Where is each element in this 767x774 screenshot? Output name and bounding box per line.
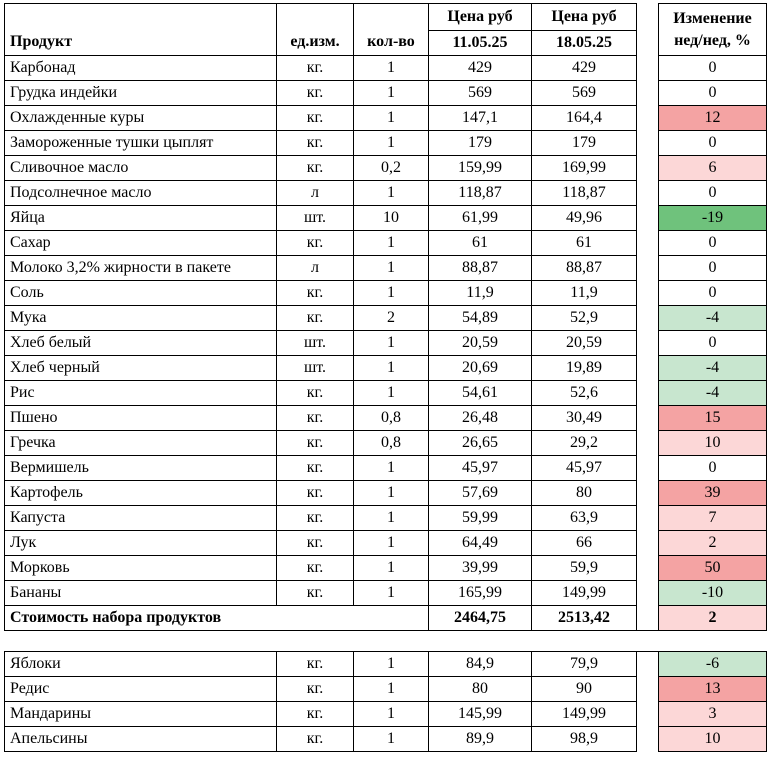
header-change-line2: нед/нед, %	[674, 31, 751, 49]
product-name: Подсолнечное масло	[5, 181, 277, 206]
total-change-percent: 2	[659, 606, 767, 631]
product-unit: кг.	[277, 556, 354, 581]
product-qty: 1	[354, 531, 429, 556]
product-name: Яйца	[5, 206, 277, 231]
price-date-1: 88,87	[429, 256, 532, 281]
change-percent: -4	[659, 381, 767, 406]
price-date-2: 52,6	[532, 381, 637, 406]
header-price-label-1: Цена руб	[429, 4, 532, 31]
price-date-1: 20,59	[429, 331, 532, 356]
extra-table-row	[5, 702, 767, 727]
change-percent: 0	[659, 81, 767, 106]
product-unit: кг.	[277, 406, 354, 431]
extra-table-row	[5, 727, 767, 752]
column-gap	[637, 406, 659, 431]
table-row	[5, 306, 767, 331]
price-date-1: 54,61	[429, 381, 532, 406]
column-gap	[637, 652, 659, 677]
table-row	[5, 331, 767, 356]
price-date-1: 20,69	[429, 356, 532, 381]
product-qty: 1	[354, 81, 429, 106]
price-date-2: 61	[532, 231, 637, 256]
product-qty: 1	[354, 256, 429, 281]
product-qty: 1	[354, 281, 429, 306]
price-date-1: 429	[429, 56, 532, 81]
product-qty: 1	[354, 727, 429, 752]
product-qty: 1	[354, 581, 429, 606]
price-date-1: 11,9	[429, 281, 532, 306]
change-percent: 12	[659, 106, 767, 131]
column-gap	[637, 256, 659, 281]
price-date-2: 90	[532, 677, 637, 702]
product-unit: кг.	[277, 652, 354, 677]
price-date-2: 19,89	[532, 356, 637, 381]
price-date-2: 149,99	[532, 581, 637, 606]
change-percent: 10	[659, 431, 767, 456]
product-unit: кг.	[277, 702, 354, 727]
change-percent: 50	[659, 556, 767, 581]
price-date-1: 80	[429, 677, 532, 702]
price-date-2: 52,9	[532, 306, 637, 331]
column-gap	[637, 606, 659, 631]
product-name: Лук	[5, 531, 277, 556]
product-unit: кг.	[277, 56, 354, 81]
column-gap	[637, 181, 659, 206]
column-gap	[637, 4, 659, 56]
product-unit: кг.	[277, 281, 354, 306]
column-gap	[637, 131, 659, 156]
table-row	[5, 431, 767, 456]
product-name: Пшено	[5, 406, 277, 431]
column-gap	[637, 702, 659, 727]
table-row	[5, 381, 767, 406]
product-unit: кг.	[277, 106, 354, 131]
change-percent: 0	[659, 456, 767, 481]
change-percent: -6	[659, 652, 767, 677]
change-percent: 0	[659, 256, 767, 281]
column-gap	[637, 481, 659, 506]
column-gap	[637, 106, 659, 131]
total-price-date-2: 2513,42	[532, 606, 637, 631]
column-gap	[637, 581, 659, 606]
product-name: Замороженные тушки цыплят	[5, 131, 277, 156]
product-unit: кг.	[277, 727, 354, 752]
column-gap	[637, 306, 659, 331]
table-row	[5, 181, 767, 206]
change-percent: 0	[659, 181, 767, 206]
price-date-2: 79,9	[532, 652, 637, 677]
table-row	[5, 106, 767, 131]
price-date-2: 98,9	[532, 727, 637, 752]
header-row-1	[5, 4, 767, 31]
table-row	[5, 231, 767, 256]
product-qty: 10	[354, 206, 429, 231]
price-date-1: 59,99	[429, 506, 532, 531]
product-qty: 1	[354, 556, 429, 581]
column-gap	[637, 156, 659, 181]
change-percent: 13	[659, 677, 767, 702]
price-date-2: 118,87	[532, 181, 637, 206]
price-date-1: 61	[429, 231, 532, 256]
column-gap	[637, 231, 659, 256]
table-row	[5, 356, 767, 381]
table-row	[5, 581, 767, 606]
table-row	[5, 406, 767, 431]
price-date-2: 88,87	[532, 256, 637, 281]
change-percent: 15	[659, 406, 767, 431]
price-date-1: 118,87	[429, 181, 532, 206]
price-date-1: 165,99	[429, 581, 532, 606]
product-name: Рис	[5, 381, 277, 406]
price-date-1: 45,97	[429, 456, 532, 481]
price-date-1: 26,65	[429, 431, 532, 456]
product-unit: кг.	[277, 506, 354, 531]
product-name: Сливочное масло	[5, 156, 277, 181]
change-percent: 0	[659, 331, 767, 356]
table-row	[5, 281, 767, 306]
change-percent: -19	[659, 206, 767, 231]
product-name: Соль	[5, 281, 277, 306]
price-date-2: 29,2	[532, 431, 637, 456]
product-name: Морковь	[5, 556, 277, 581]
change-percent: 6	[659, 156, 767, 181]
product-name: Грудка индейки	[5, 81, 277, 106]
change-percent: -4	[659, 306, 767, 331]
product-qty: 1	[354, 677, 429, 702]
change-percent: -4	[659, 356, 767, 381]
change-percent: -10	[659, 581, 767, 606]
product-qty: 1	[354, 106, 429, 131]
column-gap	[637, 556, 659, 581]
extra-table-row	[5, 652, 767, 677]
product-qty: 1	[354, 131, 429, 156]
extra-table-row	[5, 677, 767, 702]
product-unit: кг.	[277, 231, 354, 256]
price-date-2: 59,9	[532, 556, 637, 581]
price-date-1: 64,49	[429, 531, 532, 556]
product-qty: 0,8	[354, 431, 429, 456]
product-qty: 2	[354, 306, 429, 331]
price-date-1: 145,99	[429, 702, 532, 727]
table-row	[5, 206, 767, 231]
price-date-1: 179	[429, 131, 532, 156]
table-row	[5, 456, 767, 481]
price-date-2: 63,9	[532, 506, 637, 531]
header-qty: кол-во	[354, 4, 429, 56]
product-qty: 1	[354, 381, 429, 406]
price-date-1: 159,99	[429, 156, 532, 181]
product-name: Мука	[5, 306, 277, 331]
header-date-2: 18.05.25	[532, 31, 637, 56]
product-name: Редис	[5, 677, 277, 702]
product-name: Апельсины	[5, 727, 277, 752]
product-unit: кг.	[277, 581, 354, 606]
product-name: Гречка	[5, 431, 277, 456]
product-name: Вермишель	[5, 456, 277, 481]
price-date-2: 179	[532, 131, 637, 156]
column-gap	[637, 81, 659, 106]
product-unit: кг.	[277, 531, 354, 556]
product-name: Охлажденные куры	[5, 106, 277, 131]
product-unit: кг.	[277, 156, 354, 181]
column-gap	[637, 727, 659, 752]
product-unit: л	[277, 256, 354, 281]
change-percent: 39	[659, 481, 767, 506]
product-name: Бананы	[5, 581, 277, 606]
section-spacer	[5, 631, 767, 652]
product-unit: кг.	[277, 431, 354, 456]
total-row	[5, 606, 767, 631]
price-date-2: 429	[532, 56, 637, 81]
price-date-1: 54,89	[429, 306, 532, 331]
column-gap	[637, 356, 659, 381]
product-qty: 1	[354, 456, 429, 481]
column-gap	[637, 56, 659, 81]
product-unit: кг.	[277, 481, 354, 506]
column-gap	[637, 206, 659, 231]
table-row	[5, 56, 767, 81]
product-qty: 1	[354, 652, 429, 677]
product-name: Мандарины	[5, 702, 277, 727]
price-date-2: 11,9	[532, 281, 637, 306]
product-unit: шт.	[277, 356, 354, 381]
table-row	[5, 506, 767, 531]
product-qty: 1	[354, 231, 429, 256]
price-date-1: 84,9	[429, 652, 532, 677]
column-gap	[637, 381, 659, 406]
price-date-1: 147,1	[429, 106, 532, 131]
price-date-2: 30,49	[532, 406, 637, 431]
product-unit: шт.	[277, 206, 354, 231]
product-name: Капуста	[5, 506, 277, 531]
column-gap	[637, 531, 659, 556]
product-qty: 1	[354, 481, 429, 506]
price-date-2: 49,96	[532, 206, 637, 231]
table-row	[5, 156, 767, 181]
price-table	[4, 3, 767, 752]
product-qty: 1	[354, 331, 429, 356]
price-date-2: 80	[532, 481, 637, 506]
price-date-1: 39,99	[429, 556, 532, 581]
product-unit: кг.	[277, 456, 354, 481]
product-name: Сахар	[5, 231, 277, 256]
column-gap	[637, 281, 659, 306]
change-percent: 0	[659, 231, 767, 256]
product-name: Яблоки	[5, 652, 277, 677]
product-unit: л	[277, 181, 354, 206]
price-date-2: 569	[532, 81, 637, 106]
column-gap	[637, 331, 659, 356]
table-row	[5, 81, 767, 106]
change-percent: 10	[659, 727, 767, 752]
product-name: Картофель	[5, 481, 277, 506]
product-name: Хлеб белый	[5, 331, 277, 356]
price-table-wrapper	[4, 3, 767, 752]
price-date-1: 57,69	[429, 481, 532, 506]
change-percent: 0	[659, 281, 767, 306]
header-change	[659, 4, 767, 56]
product-unit: кг.	[277, 381, 354, 406]
price-date-1: 89,9	[429, 727, 532, 752]
product-unit: шт.	[277, 331, 354, 356]
price-date-1: 61,99	[429, 206, 532, 231]
product-name: Молоко 3,2% жирности в пакете	[5, 256, 277, 281]
price-date-1: 569	[429, 81, 532, 106]
product-qty: 0,2	[354, 156, 429, 181]
header-price-label-2: Цена руб	[532, 4, 637, 31]
header-change-line1: Изменение	[673, 9, 752, 27]
spacer-cell	[5, 631, 767, 652]
price-date-2: 149,99	[532, 702, 637, 727]
table-row	[5, 481, 767, 506]
column-gap	[637, 677, 659, 702]
product-qty: 1	[354, 506, 429, 531]
product-name: Хлеб черный	[5, 356, 277, 381]
price-date-2: 45,97	[532, 456, 637, 481]
product-qty: 1	[354, 356, 429, 381]
change-percent: 3	[659, 702, 767, 727]
table-row	[5, 556, 767, 581]
header-product: Продукт	[5, 4, 277, 56]
price-date-2: 164,4	[532, 106, 637, 131]
price-date-2: 169,99	[532, 156, 637, 181]
table-row	[5, 531, 767, 556]
table-row	[5, 256, 767, 281]
change-percent: 2	[659, 531, 767, 556]
product-qty: 0,8	[354, 406, 429, 431]
change-percent: 0	[659, 131, 767, 156]
header-unit: ед.изм.	[277, 4, 354, 56]
column-gap	[637, 456, 659, 481]
price-date-1: 26,48	[429, 406, 532, 431]
product-unit: кг.	[277, 306, 354, 331]
product-qty: 1	[354, 56, 429, 81]
price-date-2: 66	[532, 531, 637, 556]
table-row	[5, 131, 767, 156]
product-name: Карбонад	[5, 56, 277, 81]
change-percent: 7	[659, 506, 767, 531]
price-date-2: 20,59	[532, 331, 637, 356]
product-unit: кг.	[277, 81, 354, 106]
change-percent: 0	[659, 56, 767, 81]
product-qty: 1	[354, 181, 429, 206]
column-gap	[637, 506, 659, 531]
product-unit: кг.	[277, 131, 354, 156]
product-unit: кг.	[277, 677, 354, 702]
product-qty: 1	[354, 702, 429, 727]
total-label: Стоимость набора продуктов	[5, 606, 429, 631]
header-date-1: 11.05.25	[429, 31, 532, 56]
total-price-date-1: 2464,75	[429, 606, 532, 631]
column-gap	[637, 431, 659, 456]
